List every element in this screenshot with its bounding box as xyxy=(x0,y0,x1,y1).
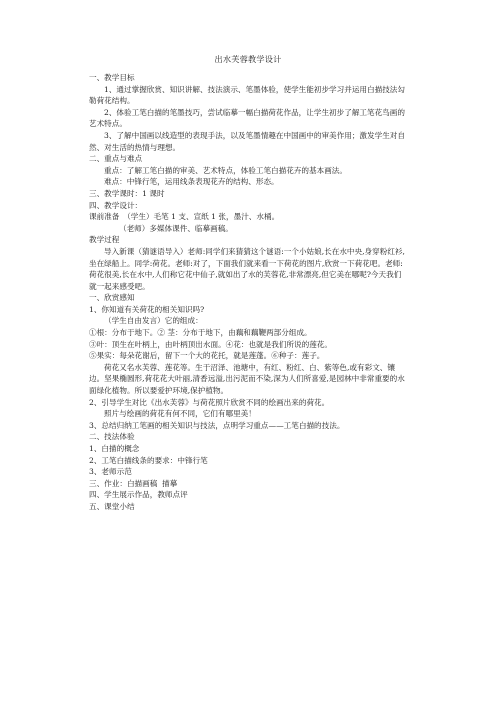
paragraph-line: 四、教学设计： xyxy=(89,200,143,210)
paragraph-line: 1、通过掌握欣赏、知识讲解、技法演示、笔墨体验，使学生能初步学习并运用白描技法勾勒荷花结构。 xyxy=(89,84,405,106)
paragraph-line: 三、教学课时：1 课时 xyxy=(89,188,165,198)
paragraph-line: 三、作业：白描画稿 描摹 xyxy=(89,478,178,488)
paragraph-line: 重点：了解工笔白描的审美、艺术特点，体验工笔白描花卉的基本画法。 xyxy=(104,165,347,175)
paragraph-line: 一、欣赏感知 xyxy=(89,293,135,303)
paragraph-line: 五、课堂小结 xyxy=(89,501,135,511)
paragraph-line: ⑤果实：每朵花谢后，留下一个大的花托，就是莲蓬。⑥种子：莲子。 xyxy=(89,351,325,361)
paragraph-line: 3、总结归纳工笔画的相关知识与技法，点明学习重点——工笔白描的技法。 xyxy=(89,420,345,430)
paragraph-line: （老师）多媒体课件、临摹画稿。 xyxy=(119,223,233,233)
paragraph-line: 二、技法体验 xyxy=(89,432,135,442)
paragraph-line: 一、教学目标 xyxy=(89,73,135,82)
paragraph-line: 2、引导学生对比《出水芙蓉》与荷花照片欣赏不同的绘画出来的荷花。 xyxy=(89,397,330,407)
paragraph-line: ①根：分布于地下。② 茎：分布于地下，由藕和藕鞭两部分组成。 xyxy=(89,328,312,338)
paragraph-line: 四、学生展示作品，教师点评 xyxy=(89,490,188,500)
paragraph-line: 教学过程 xyxy=(89,235,120,245)
paragraph-line: 难点：中锋行笔，运用线条表现花卉的结构、形态。 xyxy=(104,177,279,187)
paragraph-line: 照片与绘画的荷花有何不同，它们有哪里美！ xyxy=(104,409,256,419)
paragraph-line: 2、体验工笔白描的笔墨技巧，尝试临摹一幅白描荷花作品，让学生初步了解工笔花鸟画的艺术特点。 xyxy=(89,107,405,129)
document-title: 出水芙蓉教学设计 xyxy=(214,54,282,64)
paragraph-line: 3、了解中国画以线造型的表现手法，以及笔墨情趣在中国画中的审美作用；激发学生对自然、对生活的热情与理想。 xyxy=(89,130,405,152)
paragraph-line: 2、工笔白描线条的要求：中锋行笔 xyxy=(89,455,208,465)
paragraph-line: 二、重点与难点 xyxy=(89,154,143,164)
paragraph-line: 课前准备 （学生）毛笔 1 支、宣纸 1 张，墨汁、水桶。 xyxy=(89,212,280,222)
paragraph-line: （学生自由发言）它的组成： xyxy=(104,316,203,326)
paragraph-line: 1、白描的概念 xyxy=(89,444,140,453)
paragraph-line: ③叶：顶生在叶柄上，由叶柄顶出水面。④花：也就是我们所说的莲花。 xyxy=(89,339,332,349)
paragraph-line: 3、老师示范 xyxy=(89,467,132,477)
document-body xyxy=(89,72,407,513)
paragraph-line: 1、你知道有关荷花的相关知识吗? xyxy=(89,304,205,314)
paragraph-line: 荷花又名水芙蓉、莲花等。生于沼泽、池塘中，有红、粉红、白、紫等色,或有彩文、镶边。坚果椭圆形,荷花花大叶丽,清香远溢,出污泥而不染,深为人们所喜爱,是园林中非常重要的水面绿化植物。所以要爱护环境,保护植物。 xyxy=(89,362,405,396)
paragraph-line: 导入新课（猜谜语导入）老师:同学们来猜猜这个谜语:一个小姑娘,长在水中央,身穿粉红衫,坐在绿船上。同学:荷花。老师:对了，下面我们就来看一下荷花的图片,欣赏一下荷花吧。老师:荷花很美,长在水中,人们称它花中仙子,就如出了水的芙蓉花,非常漂亮,但它美在哪呢?今天我们就一起来感受吧。 xyxy=(89,246,405,291)
